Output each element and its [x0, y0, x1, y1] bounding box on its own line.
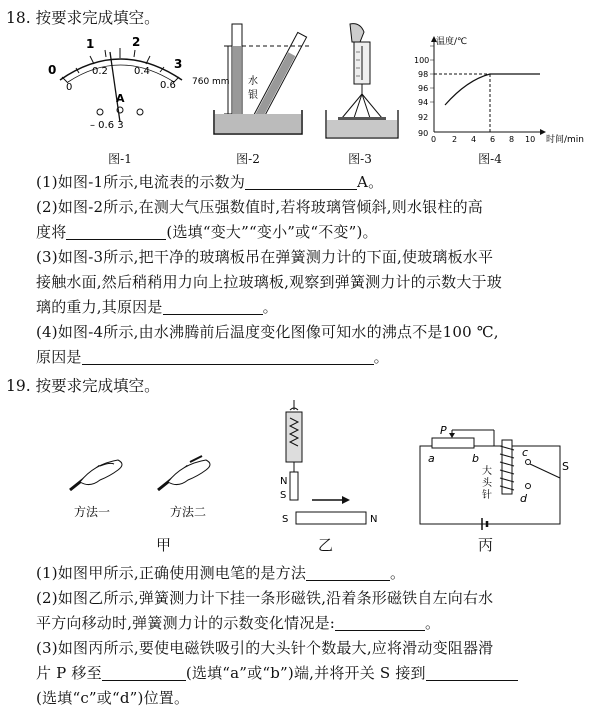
q18-line-8: 原因是 。	[36, 348, 389, 366]
fig4-ytick-98: 98	[418, 70, 429, 79]
end-a: a	[428, 452, 435, 465]
fig4-xlabel: 时间/min	[546, 135, 585, 144]
end-b: b	[472, 452, 479, 465]
fig4-caption: 图-4	[478, 152, 502, 166]
pin-label-3: 针	[482, 490, 492, 501]
fig1-tick-1: 1	[86, 37, 95, 51]
q19-title: 19. 按要求完成填空。	[6, 377, 160, 395]
fig1-tick-2: 2	[132, 35, 141, 49]
q18-line-4: (3)如图-3所示,把干净的玻璃板吊在弹簧测力计的下面,使玻璃板水平	[36, 248, 494, 266]
q18-title: 18. 按要求完成填空。	[6, 9, 160, 27]
fig-jia-caption: 甲	[156, 536, 172, 554]
fig1-tick-3: 3	[174, 57, 183, 71]
fig4-xtick-8: 8	[509, 135, 515, 144]
fig1-tick-0: 0	[48, 63, 57, 77]
answer-blank-18-1[interactable]	[245, 173, 357, 190]
q18-line-6: 璃的重力,其原因是 。	[36, 298, 278, 316]
fig-jia-test-pen	[60, 440, 240, 520]
answer-blank-19-2[interactable]	[335, 614, 425, 631]
pin-label-2: 头	[482, 478, 492, 489]
fig2-torricelli	[192, 22, 322, 142]
q19-line-3: 平方向移动时,弹簧测力计的示数变化情况是: 。	[36, 614, 441, 632]
fig2-caption: 图-2	[236, 152, 260, 166]
method-2-label: 方法二	[170, 505, 207, 519]
fig4-ytick-92: 92	[418, 113, 429, 122]
magnet-top-n: N	[280, 476, 288, 487]
fig-yi-magnet	[272, 398, 382, 533]
fig1-terminals: – 0.6 3	[90, 120, 124, 131]
contact-c: c	[522, 446, 529, 459]
fig2-height: 760 mm	[192, 77, 230, 87]
q18-line-5: 接触水面,然后稍稍用力向上拉玻璃板,观察到弹簧测力计的示数大于玻	[36, 273, 502, 291]
q19-line-6: (选填“c”或“d”)位置。	[36, 689, 190, 707]
fig4-temp-chart	[412, 32, 597, 144]
answer-blank-19-4[interactable]	[426, 664, 518, 681]
fig1-unit: A	[116, 92, 125, 105]
q19-line-1: (1)如图甲所示,正确使用测电笔的是方法 。	[36, 564, 406, 582]
fig1-caption: 图-1	[108, 152, 132, 166]
fig4-ytick-90: 90	[418, 129, 429, 138]
fig1-sub-2: 0.4	[134, 66, 150, 77]
fig2-label-2: 银	[248, 90, 258, 101]
fig1-sub-0: 0	[66, 82, 73, 93]
fig4-ytick-96: 96	[418, 84, 429, 93]
slider-p: P	[440, 426, 447, 437]
answer-blank-18-4[interactable]	[82, 348, 374, 365]
fig-bing-caption: 丙	[478, 536, 494, 554]
fig4-xtick-0: 0	[431, 135, 437, 144]
fig4-xtick-6: 6	[490, 135, 496, 144]
answer-blank-18-3[interactable]	[163, 298, 263, 315]
magnet-bar-s: S	[282, 514, 289, 525]
q19-line-5: 片 P 移至 (选填“a”或“b”)端,并将开关 S 接到	[36, 661, 592, 686]
fig3-spring-balance	[322, 22, 402, 142]
q19-line-2: (2)如图乙所示,弹簧测力计下挂一条形磁铁,沿着条形磁铁自左向右水	[36, 589, 494, 607]
q18-line-1: (1)如图-1所示,电流表的示数为 A。	[36, 173, 384, 191]
method-1-label: 方法一	[74, 505, 111, 519]
switch-s: S	[562, 460, 569, 473]
fig4-xtick-10: 10	[525, 135, 536, 144]
contact-d: d	[520, 492, 527, 505]
fig4-xtick-2: 2	[452, 135, 458, 144]
fig-yi-caption: 乙	[318, 536, 334, 554]
answer-blank-19-1[interactable]	[306, 564, 390, 581]
fig1-sub-1: 0.2	[92, 66, 108, 77]
pin-label-1: 大	[482, 466, 492, 477]
answer-blank-19-3[interactable]	[102, 664, 186, 681]
fig4-ytick-100: 100	[414, 56, 430, 65]
fig4-ytick-94: 94	[418, 98, 429, 107]
fig1-sub-3: 0.6	[160, 80, 176, 91]
fig-bing-circuit	[410, 426, 580, 534]
fig4-ylabel: 温度/℃	[436, 37, 468, 47]
magnet-bar-n: N	[370, 514, 378, 525]
q18-line-2: (2)如图-2所示,在测大气压强数值时,若将玻璃管倾斜,则水银柱的高	[36, 198, 483, 216]
magnet-top-s: S	[280, 490, 287, 501]
answer-blank-18-2[interactable]	[66, 223, 166, 240]
q18-line-3: 度将 (选填“变大”“变小”或“不变”)。	[36, 223, 378, 241]
fig1-ammeter	[40, 30, 200, 140]
q18-line-7: (4)如图-4所示,由水沸腾前后温度变化图像可知水的沸点不是100 ℃,	[36, 323, 499, 341]
q19-line-4: (3)如图丙所示,要使电磁铁吸引的大头针个数最大,应将滑动变阻器滑	[36, 639, 494, 657]
fig2-label-1: 水	[248, 76, 258, 87]
fig3-caption: 图-3	[348, 152, 372, 166]
fig4-xtick-4: 4	[471, 135, 477, 144]
